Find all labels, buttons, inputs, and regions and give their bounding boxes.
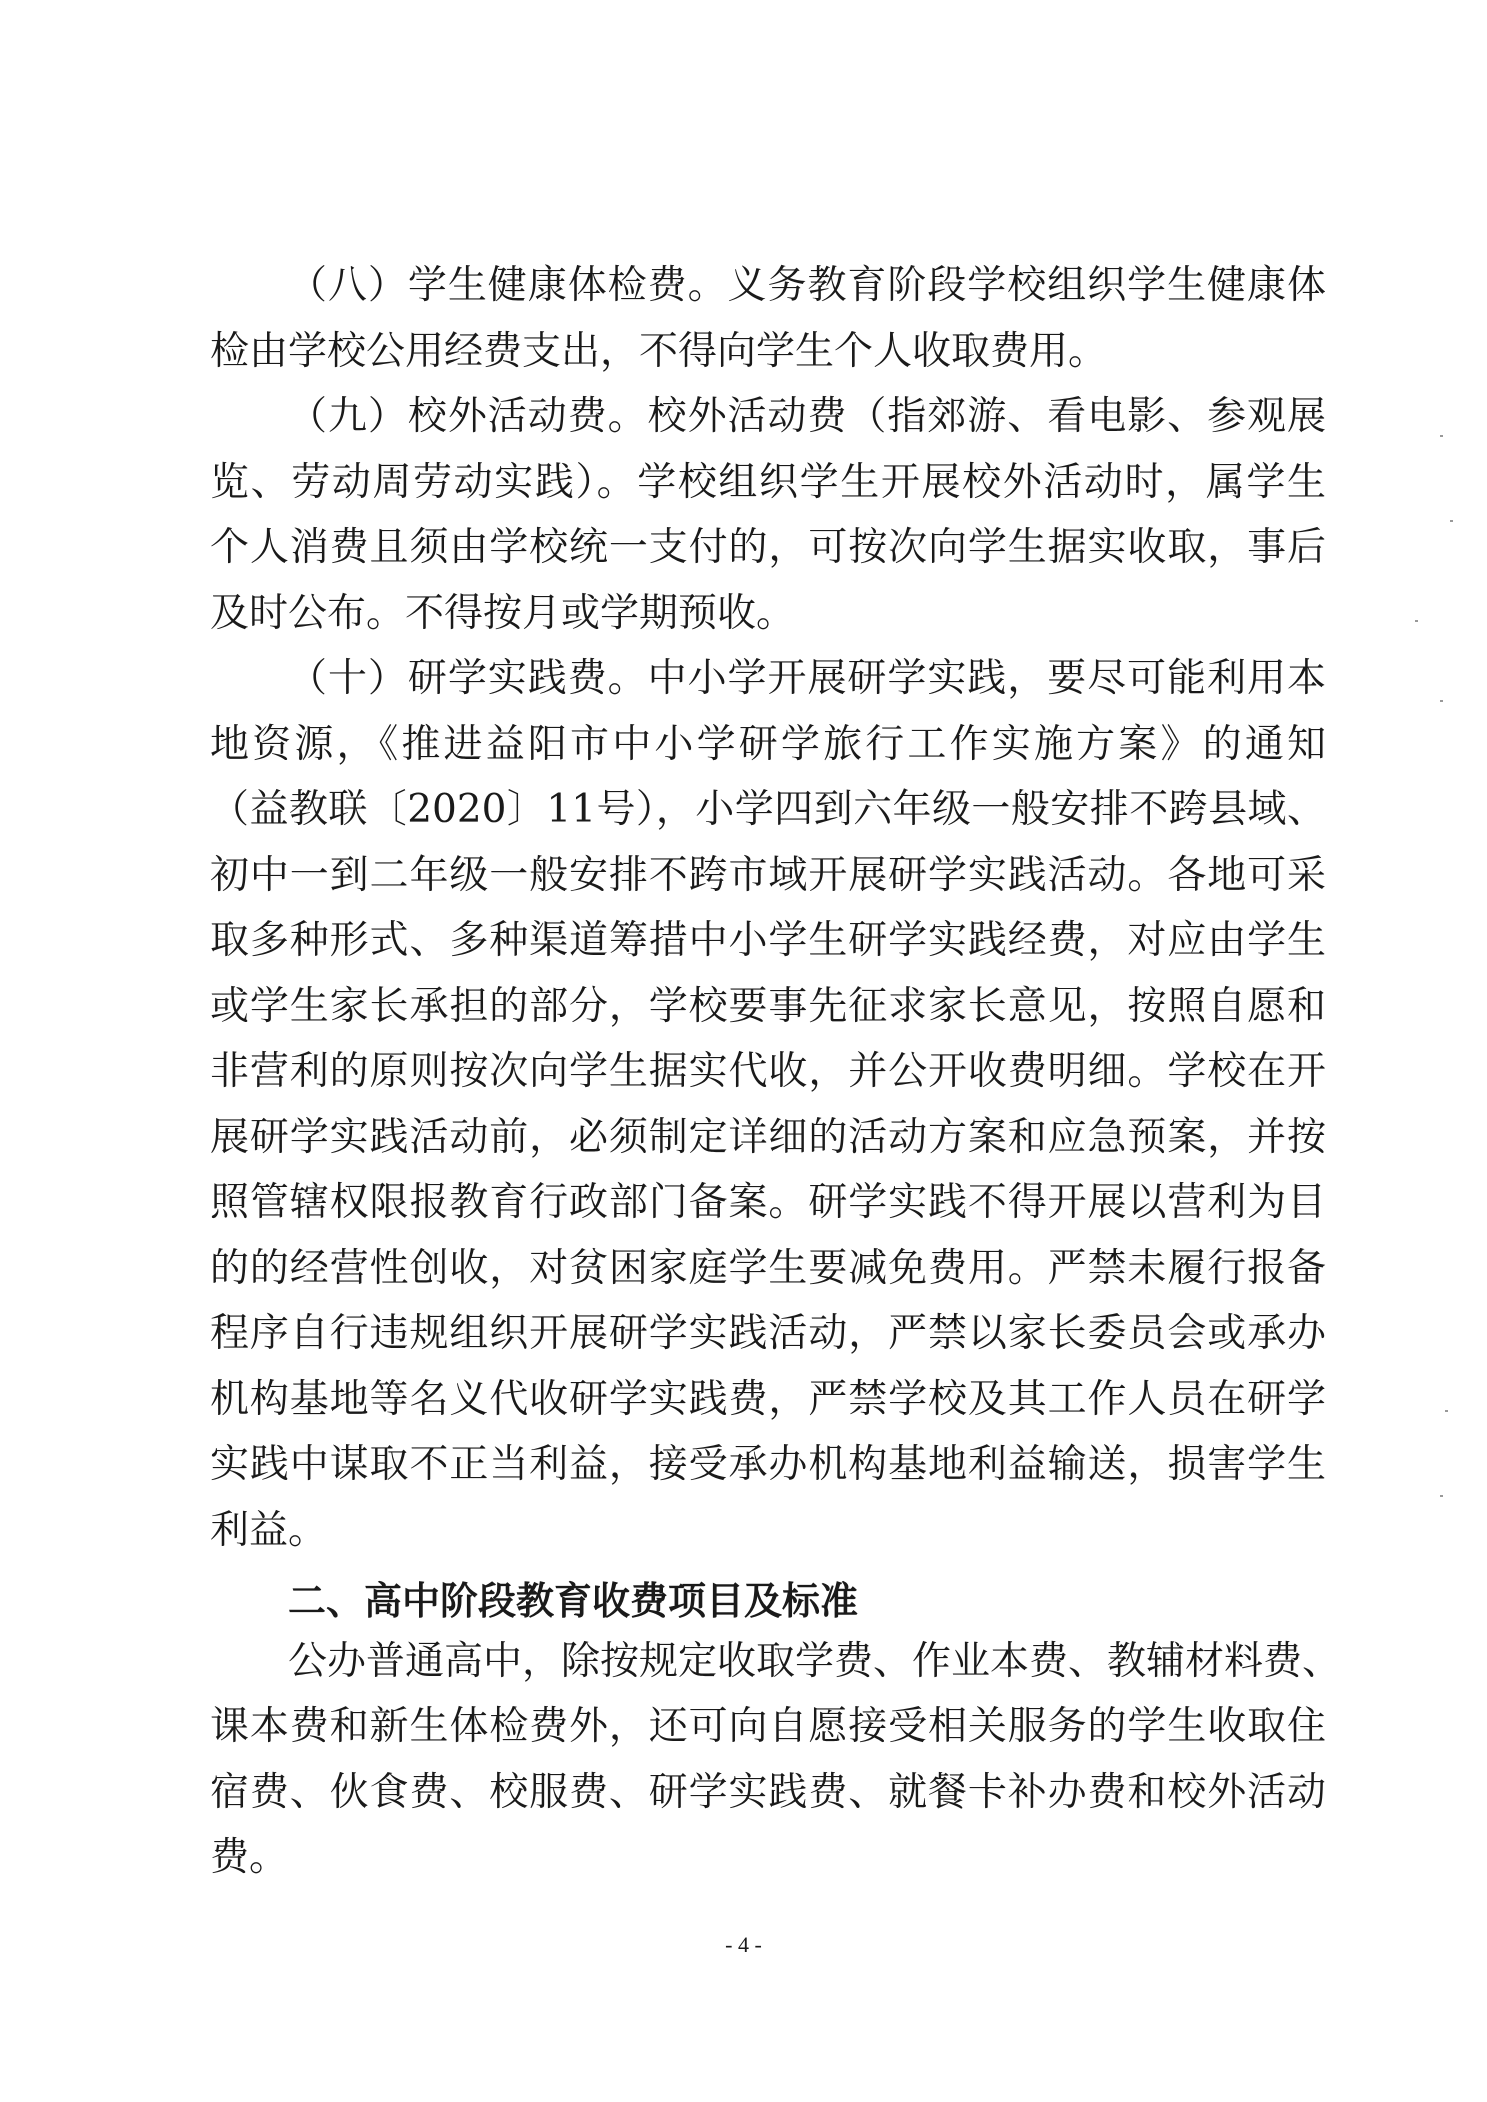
text-line: 课本费和新生体检费外，还可向自愿接受相关服务的学生收取住 <box>210 1704 1326 1749</box>
text-line: 非营利的原则按次向学生据实代收，并公开收费明细。学校在开 <box>210 1049 1326 1094</box>
scan-speck <box>1440 435 1443 437</box>
text-line: 取多种形式、多种渠道筹措中小学生研学实践经费，对应由学生 <box>210 918 1326 963</box>
page-number: - 4 - <box>725 1932 762 1957</box>
document-body <box>210 253 1342 1891</box>
paragraph-outdoor-activity <box>210 384 1326 646</box>
text-line: 个人消费且须由学校统一支付的，可按次向学生据实收取，事后 <box>210 525 1326 570</box>
scan-speck <box>1440 700 1443 702</box>
section-heading: 二、高中阶段教育收费项目及标准 <box>288 1579 859 1623</box>
scan-speck <box>1450 520 1453 522</box>
text-line: 费。 <box>210 1835 289 1880</box>
paragraph-high-school-fees <box>210 1629 1342 1891</box>
text-line: 或学生家长承担的部分，学校要事先征求家长意见，按照自愿和 <box>210 983 1326 1029</box>
text-line: 检由学校公用经费支出，不得向学生个人收取费用。 <box>210 328 1108 374</box>
text-line: （九）校外活动费。校外活动费（指郊游、看电影、参观展 <box>288 394 1326 439</box>
paragraph-health-check <box>210 253 1326 384</box>
text-line: 展研学实践活动前，必须制定详细的活动方案和应急预案，并按 <box>210 1114 1326 1160</box>
text-line: 览、劳动周劳动实践）。学校组织学生开展校外活动时，属学生 <box>210 459 1326 505</box>
text-line: 及时公布。不得按月或学期预收。 <box>210 590 796 636</box>
text-line: 照管辖权限报教育行政部门备案。研学实践不得开展以营利为目 <box>210 1180 1326 1225</box>
scan-speck <box>1445 1410 1448 1412</box>
text-line: 利益。 <box>210 1507 328 1553</box>
text-line: 实践中谋取不正当利益，接受承办机构基地利益输送，损害学生 <box>210 1442 1326 1487</box>
text-line: 地资源，《推进益阳市中小学研学旅行工作实施方案》的通知 <box>210 721 1326 767</box>
text-line: （十）研学实践费。中小学开展研学实践，要尽可能利用本 <box>288 656 1326 701</box>
text-line: （八）学生健康体检费。义务教育阶段学校组织学生健康体 <box>288 263 1326 308</box>
text-line: 公办普通高中，除按规定收取学费、作业本费、教辅材料费、 <box>288 1638 1342 1684</box>
text-line: 的的经营性创收，对贫困家庭学生要减免费用。严禁未履行报备 <box>210 1245 1326 1291</box>
text-line: 宿费、伙食费、校服费、研学实践费、就餐卡补办费和校外活动 <box>210 1769 1326 1815</box>
scan-speck <box>1415 620 1418 622</box>
text-line: 初中一到二年级一般安排不跨市域开展研学实践活动。各地可采 <box>210 852 1326 898</box>
text-line: 机构基地等名义代收研学实践费，严禁学校及其工作人员在研学 <box>210 1376 1326 1422</box>
text-line: 程序自行违规组织开展研学实践活动，严禁以家长委员会或承办 <box>210 1311 1326 1356</box>
text-line: （益教联〔2020〕11号），小学四到六年级一般安排不跨县域、 <box>210 787 1326 832</box>
scan-speck <box>1440 1495 1443 1497</box>
paragraph-study-practice <box>210 646 1326 1563</box>
